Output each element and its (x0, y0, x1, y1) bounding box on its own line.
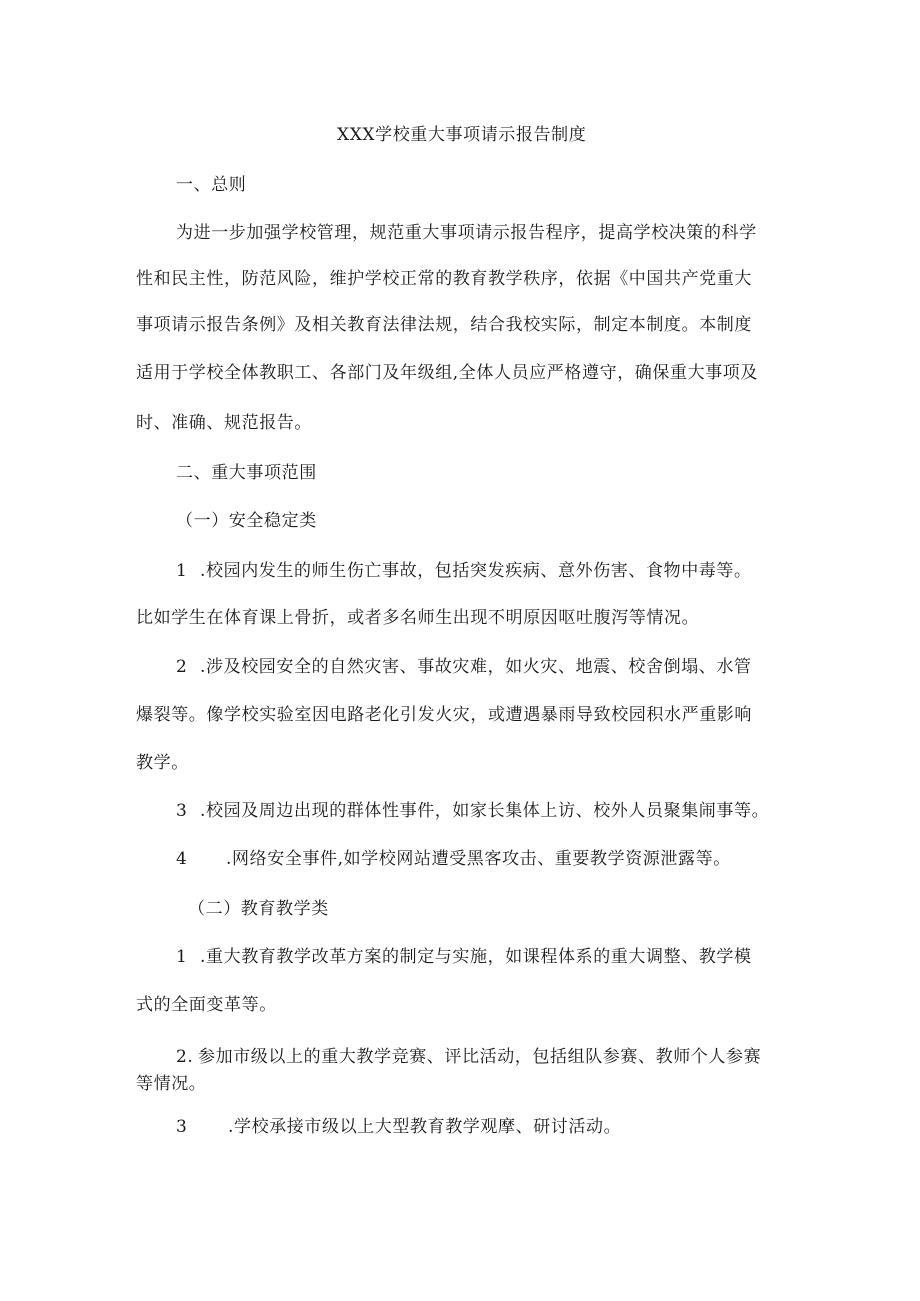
paragraph-line: 性和民主性，防范风险，维护学校正常的教育教学秩序，依据《中国共产党重大 (136, 269, 752, 289)
list-item-text: .学校承接市级以上大型教育教学观摩、研讨活动。 (228, 1117, 622, 1137)
list-item (176, 1116, 621, 1138)
list-item-continuation: 式的全面变革等。 (136, 995, 277, 1015)
subsection-heading-teaching: （二）教育教学类 (188, 899, 329, 919)
list-item (176, 560, 752, 582)
list-item-number: 4 (176, 849, 188, 869)
document-title: XXX学校重大事项请示报告制度 (337, 125, 587, 145)
list-item (176, 800, 769, 822)
list-item (176, 1046, 761, 1068)
paragraph-line: 时、准确、规范报告。 (136, 413, 312, 433)
section-heading-general: 一、总则 (176, 175, 247, 195)
list-item (176, 848, 731, 870)
list-item-continuation: 爆裂等。像学校实验室因电路老化引发火灾，或遭遇暴雨导致校园积水严重影响 (136, 705, 752, 725)
list-item-continuation: 比如学生在体育课上骨折，或者多名师生出现不明原因呕吐腹泻等情况。 (136, 608, 700, 628)
list-item-text: .重大教育教学改革方案的制定与实施，如课程体系的重大调整、教学模 (200, 947, 752, 967)
list-item-number: 2. (176, 1047, 194, 1067)
list-item (176, 656, 752, 678)
list-item-number: 3 (176, 1117, 188, 1137)
list-item-number: 1 (176, 947, 188, 967)
list-item (176, 946, 752, 968)
list-item-continuation: 等情况。 (136, 1074, 207, 1094)
list-item-continuation: 教学。 (136, 753, 189, 773)
list-item-number: 1 (176, 561, 188, 581)
subsection-heading-safety: （一）安全稳定类 (176, 511, 317, 531)
list-item-text: .校园及周边出现的群体性事件，如家长集体上访、校外人员聚集闹事等。 (200, 801, 770, 821)
paragraph-line: 为进一步加强学校管理，规范重大事项请示报告程序，提高学校决策的科学 (176, 223, 757, 243)
list-item-text: .校园内发生的师生伤亡事故，包括突发疾病、意外伤害、食物中毒等。 (200, 561, 752, 581)
list-item-text: 参加市级以上的重大教学竞赛、评比活动，包括组队参赛、教师个人参赛 (198, 1047, 762, 1067)
list-item-text: .网络安全事件,如学校网站遭受黑客攻击、重要教学资源泄露等。 (226, 849, 731, 869)
list-item-text: .涉及校园安全的自然灾害、事故灾难，如火灾、地震、校舍倒塌、水管 (200, 657, 752, 677)
paragraph-line: 事项请示报告条例》及相关教育法律法规，结合我校实际，制定本制度。本制度 (136, 315, 752, 335)
list-item-number: 3 (176, 801, 188, 821)
paragraph-line: 适用于学校全体教职工、各部门及年级组,全体人员应严格遵守，确保重大事项及 (136, 363, 759, 383)
list-item-number: 2 (176, 657, 188, 677)
section-heading-scope: 二、重大事项范围 (176, 463, 317, 483)
